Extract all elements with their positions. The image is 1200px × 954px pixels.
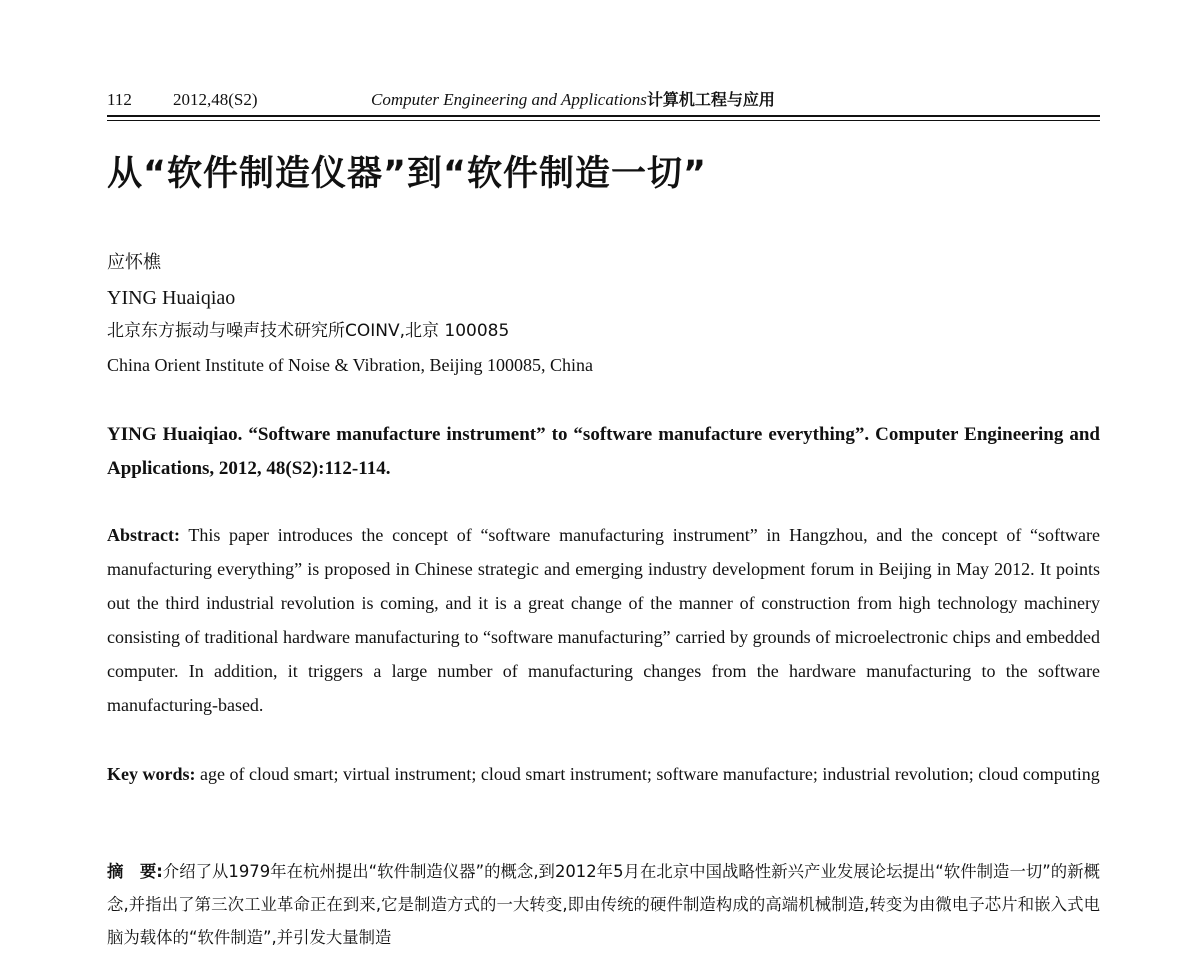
abstract-zh (107, 855, 1100, 954)
article-title: 从“软件制造仪器”到“软件制造一切” (107, 154, 708, 194)
page-number: 112 (107, 90, 132, 109)
abstract-en (107, 518, 1100, 722)
running-header (107, 88, 1100, 112)
volume-issue: 2012,48(S2) (173, 90, 258, 109)
abstract-zh-text: 介绍了从1979年在杭州提出“软件制造仪器”的概念,到2012年5月在北京中国战略性新兴产业发展论坛提出“软件制造一切”的新概念,并指出了第三次工业革命正在到来,它是制造方式的一大转变,即由传统的硬件制造构成的高端机械制造,转变为由微电子芯片和嵌入式电脑为载体的“软件制造”,并引发大量制造 (107, 862, 1100, 947)
header-rule-thick (107, 115, 1100, 117)
citation: YING Huaiqiao. “Software manufacture instrument” to “software manufacture everything”. Computer Engineering and Applications, 2012, 48(S2):112-114. (107, 424, 1100, 479)
journal-name-zh: 计算机工程与应用 (646, 90, 775, 109)
header-rule-thin (107, 120, 1100, 121)
journal-name (371, 88, 775, 112)
abstract-label: Abstract: (107, 525, 180, 545)
author-name-en: YING Huaiqiao (107, 287, 236, 309)
keywords-text: age of cloud smart; virtual instrument; cloud smart instrument; software manufacture; industrial revolution; cloud computing (200, 764, 1100, 784)
abstract-text: This paper introduces the concept of “software manufacturing instrument” in Hangzhou, and the concept of “software manufacturing everything” is proposed in Chinese strategic and emerging industry development forum in Beijing in May 2012. It points out the third industrial revolution is coming, and it is a great change of the manner of construction from high technology machinery consisting of traditional hardware manufacturing to “software manufacturing” carried by grounds of microelectronic chips and embedded computer. In addition, it triggers a large number of manufacturing changes from the hardware manufacturing to the software manufacturing-based. (107, 525, 1100, 715)
affiliation-zh: 北京东方振动与噪声技术研究所COINV,北京 100085 (107, 321, 510, 341)
keywords-en (107, 757, 1100, 791)
journal-name-en: Computer Engineering and Applications (371, 90, 647, 109)
author-name-zh: 应怀樵 (107, 252, 161, 273)
affiliation-en: China Orient Institute of Noise & Vibration, Beijing 100085, China (107, 355, 594, 375)
abstract-zh-label: 摘 要: (107, 862, 163, 881)
keywords-label: Key words: (107, 764, 196, 784)
